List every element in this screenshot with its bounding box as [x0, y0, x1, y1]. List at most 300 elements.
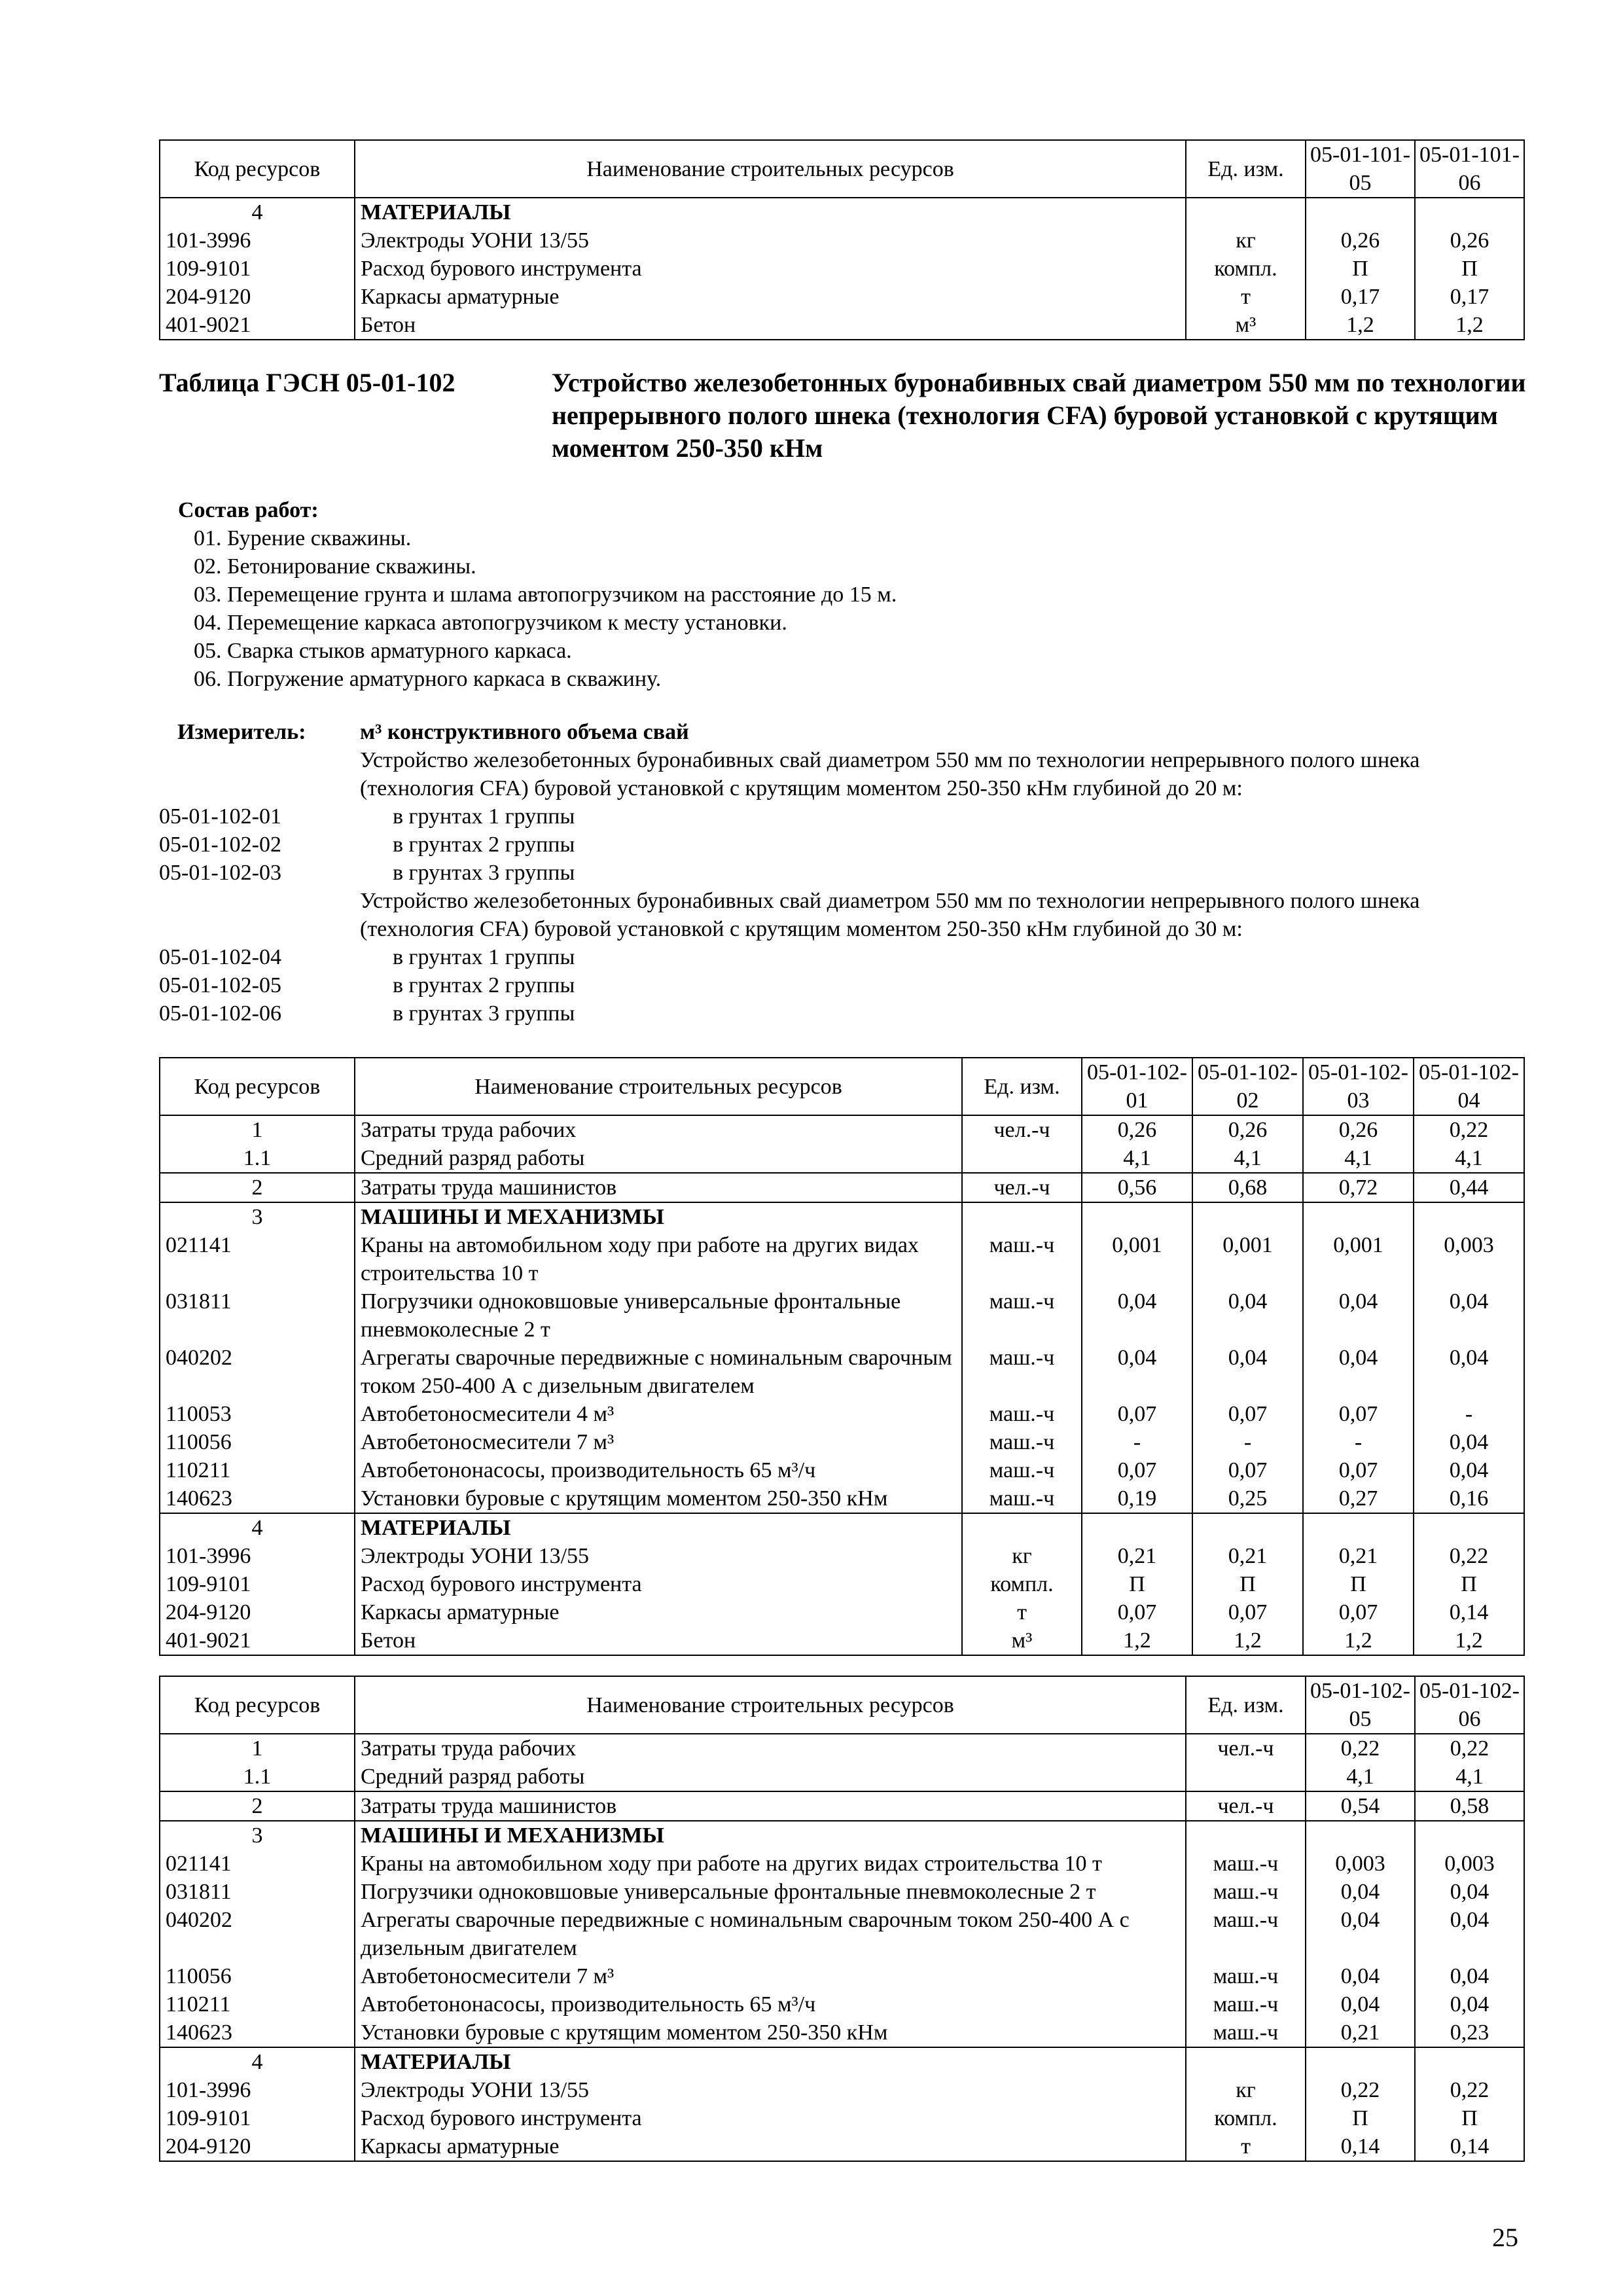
resources-table-102-01-04 [159, 1057, 1525, 1656]
resource-name: Каркасы арматурные [355, 2132, 1186, 2161]
meter-label: Измеритель: [177, 720, 306, 744]
resource-name: Автобетоносмесители 7 м³ [355, 1962, 1186, 1990]
norm-value: 0,04 [1082, 1344, 1192, 1400]
resource-name: Установки буровые с крутящим моментом 250-350 кНм [355, 2018, 1186, 2047]
norm-text: в грунтах 1 группы [393, 945, 575, 969]
norm-value [1082, 1513, 1192, 1542]
norm-value: 0,07 [1192, 1456, 1303, 1484]
resource-unit: компл. [1186, 2104, 1306, 2132]
resource-code: 110211 [160, 1456, 355, 1484]
norm-value: 0,23 [1415, 2018, 1524, 2047]
resource-unit: т [1186, 283, 1306, 311]
resource-code: 401-9021 [160, 1626, 355, 1655]
resource-unit [1186, 1821, 1306, 1850]
work-composition [178, 496, 897, 693]
resource-name: Средний разряд работы [355, 1144, 962, 1173]
table-body [160, 1734, 1524, 2161]
norm-value: 1,2 [1414, 1626, 1524, 1655]
norm-value: 0,56 [1082, 1173, 1192, 1202]
resource-name: Автобетононасосы, производительность 65 м³/ч [355, 1990, 1186, 2018]
meter-item [159, 971, 1527, 999]
resource-name: Автобетононасосы, производительность 65 м³/ч [355, 1456, 962, 1484]
resource-code: 401-9021 [160, 311, 355, 340]
resource-name: Агрегаты сварочные передвижные с номинальным сварочным током 250-400 А с дизельным двигателем [355, 1906, 1186, 1962]
norm-value: 0,26 [1306, 226, 1415, 255]
work-step: 03. Перемещение грунта и шлама автопогрузчиком на расстояние до 15 м. [194, 583, 897, 607]
norm-value: П [1415, 2104, 1524, 2132]
resource-name: Затраты труда машинистов [355, 1173, 962, 1202]
meter-item [159, 831, 1527, 859]
meter-unit: м³ конструктивного объема свай [360, 720, 689, 744]
norm-value: 0,07 [1192, 1598, 1303, 1626]
resource-unit: т [962, 1598, 1082, 1626]
norm-value: 0,22 [1415, 1734, 1524, 1763]
resource-unit: м³ [962, 1626, 1082, 1655]
norm-value: 0,14 [1415, 2132, 1524, 2161]
norm-value [1415, 2047, 1524, 2076]
table-row [160, 1287, 1524, 1344]
table-row [160, 1763, 1524, 1791]
norm-value: 0,14 [1306, 2132, 1415, 2161]
norm-value: П [1415, 255, 1524, 283]
resource-name: МАШИНЫ И МЕХАНИЗМЫ [355, 1202, 962, 1231]
norm-value: П [1414, 1570, 1524, 1598]
header-row [160, 140, 1524, 198]
table-body [160, 1115, 1524, 1655]
norm-value: 4,1 [1415, 1763, 1524, 1791]
norm-value: - [1303, 1428, 1414, 1456]
norm-value [1306, 2047, 1415, 2076]
resource-code: 1.1 [160, 1144, 355, 1173]
work-step: 01. Бурение скважины. [194, 526, 412, 550]
norm-text: в грунтах 2 группы [393, 833, 575, 857]
norm-value: 0,003 [1415, 1850, 1524, 1878]
section-row [160, 2047, 1524, 2076]
resource-code: 2 [160, 1791, 355, 1821]
resource-code: 4 [160, 1513, 355, 1542]
table-row [160, 1542, 1524, 1570]
resource-name: Расход бурового инструмента [355, 1570, 962, 1598]
norm-value: 4,1 [1192, 1144, 1303, 1173]
resource-name: МАТЕРИАЛЫ [355, 2047, 1186, 2076]
resource-code: 204-9120 [160, 1598, 355, 1626]
section-row [160, 1513, 1524, 1542]
resource-name: Бетон [355, 311, 1186, 340]
resource-code: 110056 [160, 1428, 355, 1456]
resource-unit: маш.-ч [962, 1484, 1082, 1513]
norm-value: 0,21 [1192, 1542, 1303, 1570]
resource-code: 101-3996 [160, 1542, 355, 1570]
norm-value: 0,21 [1082, 1542, 1192, 1570]
column-header: Код ресурсов [160, 1676, 355, 1734]
resource-code: 4 [160, 2047, 355, 2076]
resource-unit [962, 1202, 1082, 1231]
norm-value: 0,003 [1306, 1850, 1415, 1878]
table-header [160, 1676, 1524, 1734]
norm-text: в грунтах 2 группы [393, 973, 575, 997]
norm-value: 0,04 [1306, 1990, 1415, 2018]
norm-value: 1,2 [1306, 311, 1415, 340]
resource-name: Расход бурового инструмента [355, 255, 1186, 283]
resource-name: Электроды УОНИ 13/55 [355, 226, 1186, 255]
norm-value: 0,07 [1082, 1598, 1192, 1626]
norm-value: 0,72 [1303, 1173, 1414, 1202]
table-row [160, 226, 1524, 255]
column-header: Ед. изм. [1186, 1676, 1306, 1734]
resource-code: 1 [160, 1734, 355, 1763]
norm-value: П [1306, 255, 1415, 283]
norm-value: 0,26 [1415, 226, 1524, 255]
resources-table-102-05-06 [159, 1676, 1525, 2162]
resource-name: Автобетоносмесители 7 м³ [355, 1428, 962, 1456]
norm-value: 0,44 [1414, 1173, 1524, 1202]
resource-unit: маш.-ч [962, 1456, 1082, 1484]
table-row [160, 311, 1524, 340]
resource-code: 040202 [160, 1344, 355, 1400]
resource-code: 2 [160, 1173, 355, 1202]
resource-code: 109-9101 [160, 255, 355, 283]
norm-code: 05-01-102-05 [159, 973, 281, 997]
resource-unit: м³ [1186, 311, 1306, 340]
norm-value: 0,22 [1306, 2076, 1415, 2104]
norm-value: 0,21 [1306, 2018, 1415, 2047]
norm-code: 05-01-102-02 [159, 833, 281, 857]
norm-text: в грунтах 3 группы [393, 1001, 575, 1026]
norm-value: 0,04 [1414, 1456, 1524, 1484]
norm-value: 1,2 [1303, 1626, 1414, 1655]
resource-unit [1186, 1763, 1306, 1791]
table-body [160, 198, 1524, 340]
resource-unit: чел.-ч [1186, 1734, 1306, 1763]
resource-unit: чел.-ч [1186, 1791, 1306, 1821]
resource-unit: маш.-ч [1186, 1878, 1306, 1906]
meter-row [159, 718, 1527, 746]
norm-value: 0,04 [1306, 1962, 1415, 1990]
resource-name: Расход бурового инструмента [355, 2104, 1186, 2132]
norm-code: 05-01-102-01 [159, 804, 281, 829]
resource-code: 140623 [160, 1484, 355, 1513]
resource-code: 110056 [160, 1962, 355, 1990]
norm-value: 0,07 [1303, 1400, 1414, 1428]
resource-code: 204-9120 [160, 283, 355, 311]
norm-value [1415, 1821, 1524, 1850]
norm-value: 0,04 [1303, 1287, 1414, 1344]
resource-code: 4 [160, 198, 355, 226]
norm-value: 0,68 [1192, 1173, 1303, 1202]
resource-unit: компл. [962, 1570, 1082, 1598]
header-row [160, 1676, 1524, 1734]
resource-unit: кг [962, 1542, 1082, 1570]
norm-value: 1,2 [1415, 311, 1524, 340]
resource-name: Электроды УОНИ 13/55 [355, 2076, 1186, 2104]
norm-text: в грунтах 1 группы [393, 804, 575, 829]
resource-name: МАШИНЫ И МЕХАНИЗМЫ [355, 1821, 1186, 1850]
norm-value [1415, 198, 1524, 226]
measurement-section [159, 718, 1527, 1028]
table-row [160, 1791, 1524, 1821]
resource-name: Электроды УОНИ 13/55 [355, 1542, 962, 1570]
table-title: Устройство железобетонных буронабивных свай диаметром 550 мм по технологии непрерывного полого шнека (технология CFA) буровой установкой с крутящим моментом 250-350 кНм [552, 368, 1526, 463]
norm-value: 0,07 [1192, 1400, 1303, 1428]
norm-value: 0,07 [1303, 1456, 1414, 1484]
column-header: Код ресурсов [160, 140, 355, 198]
norm-value: 0,04 [1414, 1428, 1524, 1456]
resource-name: Агрегаты сварочные передвижные с номинальным сварочным током 250-400 А с дизельным двигателем [355, 1344, 962, 1400]
norm-value: - [1082, 1428, 1192, 1456]
resource-code: 3 [160, 1821, 355, 1850]
column-header: Ед. изм. [962, 1058, 1082, 1115]
norm-value: 0,04 [1192, 1287, 1303, 1344]
resource-unit: маш.-ч [962, 1344, 1082, 1400]
norm-value: 0,27 [1303, 1484, 1414, 1513]
norm-value [1414, 1202, 1524, 1231]
column-header: 05-01-102-06 [1415, 1676, 1524, 1734]
table-row [160, 1878, 1524, 1906]
resource-code: 140623 [160, 2018, 355, 2047]
resource-code: 021141 [160, 1231, 355, 1287]
resource-name: Каркасы арматурные [355, 1598, 962, 1626]
table-row [160, 1456, 1524, 1484]
table-row [160, 2132, 1524, 2161]
table-row [160, 1598, 1524, 1626]
table-row [160, 1626, 1524, 1655]
resource-unit: кг [1186, 226, 1306, 255]
resource-unit: чел.-ч [962, 1115, 1082, 1144]
norm-value: 0,001 [1303, 1231, 1414, 1287]
page-number: 25 [1492, 2223, 1518, 2252]
norm-value: 0,07 [1082, 1400, 1192, 1428]
norm-value: 0,04 [1415, 1878, 1524, 1906]
norm-value: П [1192, 1570, 1303, 1598]
norm-value: 0,04 [1306, 1878, 1415, 1906]
resource-code: 204-9120 [160, 2132, 355, 2161]
resource-name: Каркасы арматурные [355, 283, 1186, 311]
norm-value [1192, 1513, 1303, 1542]
norm-code: 05-01-102-03 [159, 861, 281, 885]
table-row [160, 1906, 1524, 1962]
resource-code: 3 [160, 1202, 355, 1231]
norm-value [1192, 1202, 1303, 1231]
norm-value: 1,2 [1192, 1626, 1303, 1655]
meter-item [159, 999, 1527, 1028]
norm-value: 0,04 [1303, 1344, 1414, 1400]
norm-value: 0,17 [1415, 283, 1524, 311]
norm-value [1303, 1202, 1414, 1231]
table-row [160, 2018, 1524, 2047]
column-header: Код ресурсов [160, 1058, 355, 1115]
table-code: Таблица ГЭСН 05-01-102 [159, 368, 455, 397]
column-header: Наименование строительных ресурсов [355, 1676, 1186, 1734]
norm-value: 0,04 [1414, 1344, 1524, 1400]
resource-code: 109-9101 [160, 2104, 355, 2132]
resource-unit: маш.-ч [962, 1287, 1082, 1344]
resource-name: Краны на автомобильном ходу при работе на других видах строительства 10 т [355, 1850, 1186, 1878]
resource-code: 110053 [160, 1400, 355, 1428]
norm-value: 0,001 [1192, 1231, 1303, 1287]
norm-value: 0,19 [1082, 1484, 1192, 1513]
norm-value: 0,04 [1082, 1287, 1192, 1344]
resource-name: МАТЕРИАЛЫ [355, 1513, 962, 1542]
norm-value: 0,04 [1192, 1344, 1303, 1400]
norm-value: 4,1 [1082, 1144, 1192, 1173]
table-row [160, 1990, 1524, 2018]
norm-value [1306, 1821, 1415, 1850]
norm-value: 0,22 [1415, 2076, 1524, 2104]
table-row [160, 1428, 1524, 1456]
resource-unit: кг [1186, 2076, 1306, 2104]
resource-unit: маш.-ч [962, 1400, 1082, 1428]
resource-name: Затраты труда рабочих [355, 1115, 962, 1144]
resources-table-top [159, 139, 1525, 340]
work-step: 06. Погружение арматурного каркаса в скважину. [194, 667, 662, 691]
resource-code: 101-3996 [160, 226, 355, 255]
work-step: 05. Сварка стыков арматурного каркаса. [194, 639, 572, 663]
table-row [160, 2104, 1524, 2132]
resource-unit: маш.-ч [962, 1231, 1082, 1287]
table-row [160, 1173, 1524, 1202]
meter-item [159, 859, 1527, 887]
norm-value: 0,54 [1306, 1791, 1415, 1821]
resource-code: 1.1 [160, 1763, 355, 1791]
norm-text: в грунтах 3 группы [393, 861, 575, 885]
norm-value: 0,21 [1303, 1542, 1414, 1570]
column-header: 05-01-102-02 [1192, 1058, 1303, 1115]
table-row [160, 1115, 1524, 1144]
norm-value: 0,26 [1082, 1115, 1192, 1144]
norm-value: 0,04 [1415, 1990, 1524, 2018]
norm-value: - [1414, 1400, 1524, 1428]
column-header: 05-01-102-03 [1303, 1058, 1414, 1115]
norm-value: 0,14 [1414, 1598, 1524, 1626]
resource-code: 101-3996 [160, 2076, 355, 2104]
work-step: 04. Перемещение каркаса автопогрузчиком к месту установки. [194, 611, 787, 635]
meter-description-30: Устройство железобетонных буронабивных свай диаметром 550 мм по технологии непрерывного полого шнека (технология CFA) буровой установкой с крутящим моментом 250-350 кНм глубиной до 30 м: [360, 889, 1420, 941]
norm-value [1303, 1513, 1414, 1542]
norm-value: П [1303, 1570, 1414, 1598]
resource-name: Краны на автомобильном ходу при работе на других видах строительства 10 т [355, 1231, 962, 1287]
resource-name: Автобетоносмесители 4 м³ [355, 1400, 962, 1428]
norm-value: 0,04 [1306, 1906, 1415, 1962]
resource-name: Погрузчики одноковшовые универсальные фронтальные пневмоколесные 2 т [355, 1878, 1186, 1906]
meter-item [159, 802, 1527, 831]
resource-unit: маш.-ч [1186, 1850, 1306, 1878]
table-row [160, 1962, 1524, 1990]
table-row [160, 283, 1524, 311]
table-row [160, 1484, 1524, 1513]
norm-value: 0,07 [1082, 1456, 1192, 1484]
norm-value: 4,1 [1306, 1763, 1415, 1791]
column-header: 05-01-101-06 [1415, 140, 1524, 198]
column-header: 05-01-102-04 [1414, 1058, 1524, 1115]
resource-unit: маш.-ч [1186, 1990, 1306, 2018]
resource-name: Средний разряд работы [355, 1763, 1186, 1791]
table-row [160, 255, 1524, 283]
section-row [160, 198, 1524, 226]
resource-unit [962, 1144, 1082, 1173]
table-row [160, 1400, 1524, 1428]
table-row [160, 2076, 1524, 2104]
table-row [160, 1850, 1524, 1878]
resource-unit: компл. [1186, 255, 1306, 283]
table-row [160, 1231, 1524, 1287]
resource-name: Погрузчики одноковшовые универсальные фронтальные пневмоколесные 2 т [355, 1287, 962, 1344]
column-header: 05-01-102-05 [1306, 1676, 1415, 1734]
table-header [160, 140, 1524, 198]
meter-description-20: Устройство железобетонных буронабивных свай диаметром 550 мм по технологии непрерывного полого шнека (технология CFA) буровой установкой с крутящим моментом 250-350 кНм глубиной до 20 м: [360, 748, 1420, 800]
norm-value [1306, 198, 1415, 226]
resource-unit: чел.-ч [962, 1173, 1082, 1202]
norm-value: 0,22 [1414, 1115, 1524, 1144]
norm-value: 0,58 [1415, 1791, 1524, 1821]
norm-code: 05-01-102-06 [159, 1001, 281, 1026]
resource-unit [1186, 198, 1306, 226]
resource-name: МАТЕРИАЛЫ [355, 198, 1186, 226]
norm-value: 0,04 [1414, 1287, 1524, 1344]
header-row [160, 1058, 1524, 1115]
work-composition-title: Состав работ: [178, 498, 319, 522]
norm-code: 05-01-102-04 [159, 945, 281, 969]
resource-unit: маш.-ч [1186, 1906, 1306, 1962]
column-header: Наименование строительных ресурсов [355, 1058, 962, 1115]
norm-value: 0,25 [1192, 1484, 1303, 1513]
norm-value: 0,04 [1415, 1906, 1524, 1962]
norm-value: 0,22 [1414, 1542, 1524, 1570]
norm-value: 0,26 [1192, 1115, 1303, 1144]
norm-value [1082, 1202, 1192, 1231]
resource-name: Бетон [355, 1626, 962, 1655]
resource-unit [1186, 2047, 1306, 2076]
work-step: 02. Бетонирование скважины. [194, 554, 476, 579]
norm-value: 0,17 [1306, 283, 1415, 311]
table-row [160, 1144, 1524, 1173]
resource-unit: т [1186, 2132, 1306, 2161]
resource-unit: маш.-ч [962, 1428, 1082, 1456]
resource-name: Затраты труда рабочих [355, 1734, 1186, 1763]
column-header: 05-01-101-05 [1306, 140, 1415, 198]
section-row [160, 1202, 1524, 1231]
section-row [160, 1821, 1524, 1850]
resource-unit: маш.-ч [1186, 1962, 1306, 1990]
column-header: Ед. изм. [1186, 140, 1306, 198]
norm-value: 0,001 [1082, 1231, 1192, 1287]
column-header: Наименование строительных ресурсов [355, 140, 1186, 198]
norm-value: 0,26 [1303, 1115, 1414, 1144]
resource-code: 109-9101 [160, 1570, 355, 1598]
resource-name: Затраты труда машинистов [355, 1791, 1186, 1821]
resource-code: 031811 [160, 1878, 355, 1906]
norm-value: 4,1 [1303, 1144, 1414, 1173]
resource-code: 110211 [160, 1990, 355, 2018]
norm-value: П [1306, 2104, 1415, 2132]
table-row [160, 1734, 1524, 1763]
resource-code: 031811 [160, 1287, 355, 1344]
norm-value: 0,04 [1415, 1962, 1524, 1990]
norm-value: 0,003 [1414, 1231, 1524, 1287]
resource-code: 1 [160, 1115, 355, 1144]
table-header [160, 1058, 1524, 1115]
table-row [160, 1344, 1524, 1400]
norm-value: П [1082, 1570, 1192, 1598]
resource-name: Установки буровые с крутящим моментом 250-350 кНм [355, 1484, 962, 1513]
norm-value: 4,1 [1414, 1144, 1524, 1173]
norm-value [1414, 1513, 1524, 1542]
norm-value: 0,07 [1303, 1598, 1414, 1626]
norm-value: 0,22 [1306, 1734, 1415, 1763]
norm-value: - [1192, 1428, 1303, 1456]
column-header: 05-01-102-01 [1082, 1058, 1192, 1115]
resource-unit: маш.-ч [1186, 2018, 1306, 2047]
meter-item [159, 943, 1527, 971]
